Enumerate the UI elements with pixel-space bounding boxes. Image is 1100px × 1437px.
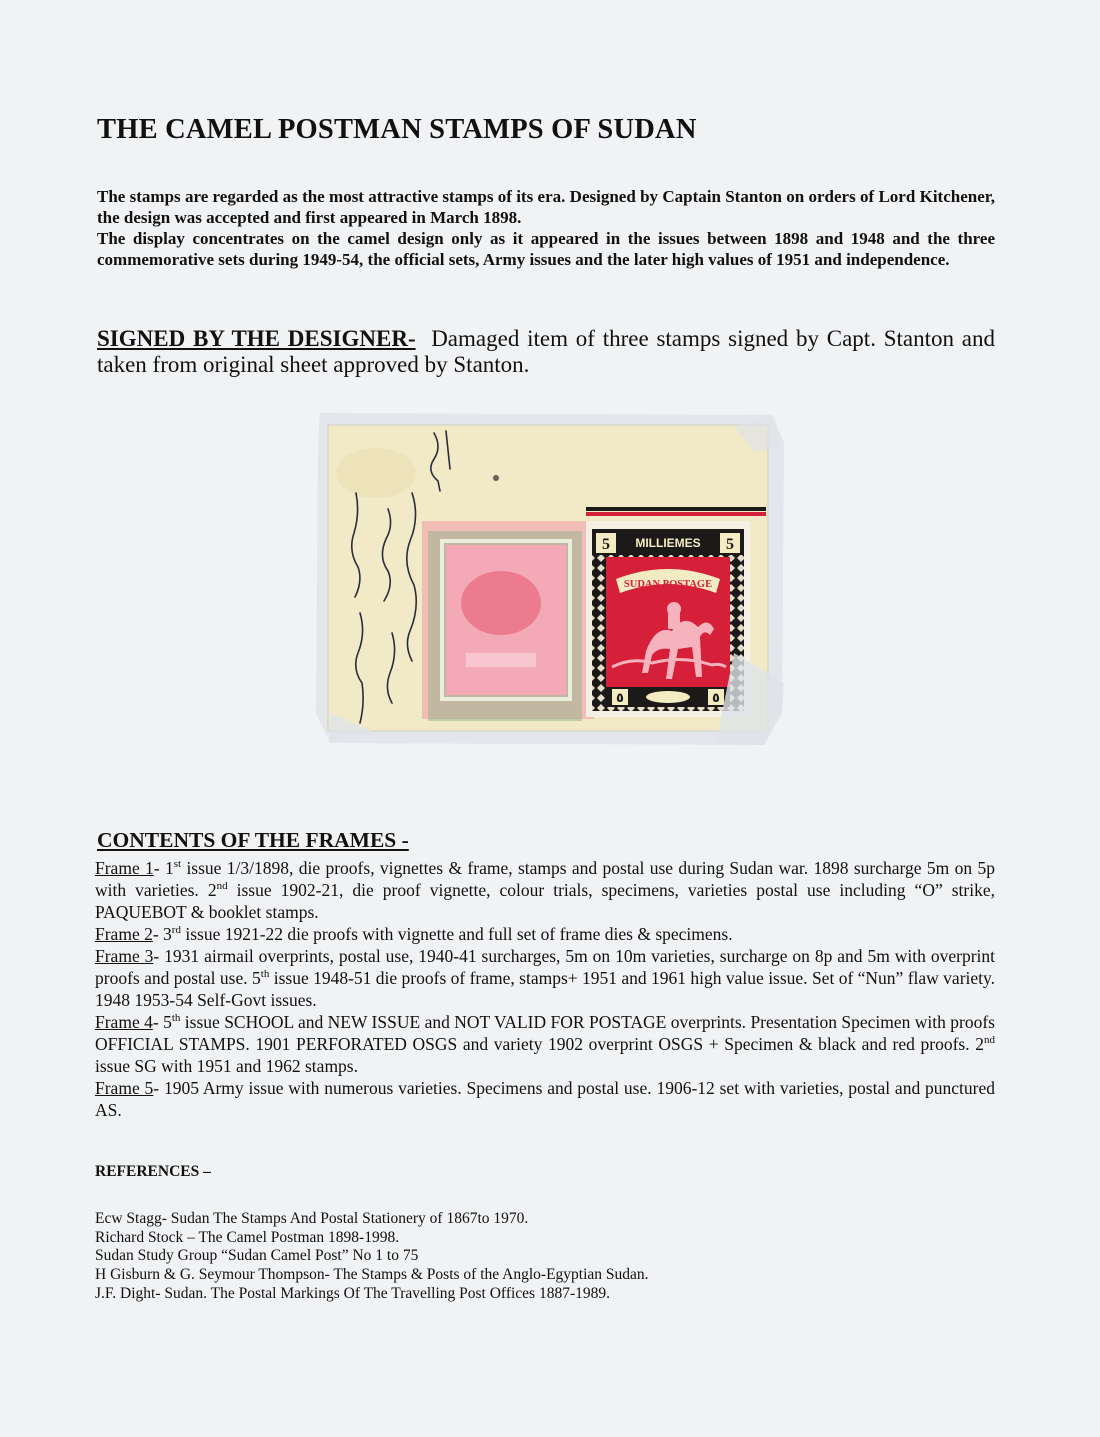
frame-label: Frame 2 (95, 924, 153, 944)
frame-text: issue 1/3/1898, die proofs, vignettes & frame, stamps and postal use during Sudan war. 1898 surcharge 5m on 5p with varieties. 2 (95, 858, 995, 900)
frame-text: - 3 (152, 924, 172, 944)
frame-entry (95, 923, 995, 945)
reference-item: H Gisburn & G. Seymour Thompson- The Stamps & Posts of the Anglo-Egyptian Sudan. (95, 1266, 649, 1284)
frame-entry (95, 1011, 995, 1077)
frame-entry (95, 1077, 995, 1121)
frame-superscript: nd (216, 880, 228, 893)
intro-text (97, 186, 995, 270)
frame-text: issue SCHOOL and NEW ISSUE and NOT VALID FOR POSTAGE overprints. Presentation Specimen with proofs OFFICIAL STAMPS. 1901 PERFORATED OSGS and variety 1902 overprint OSGS + Specimen & black and red proofs. 2 (95, 1012, 995, 1054)
frame-text: - 5 (152, 1012, 172, 1032)
frames-list (95, 857, 995, 1121)
stamp-ribbon: SUDAN POSTAGE (623, 579, 713, 590)
signed-heading: SIGNED BY THE DESIGNER- (97, 326, 416, 351)
frame-entry (95, 857, 995, 923)
reference-item: Richard Stock – The Camel Postman 1898-1998. (95, 1228, 400, 1246)
frame-superscript: rd (171, 924, 181, 937)
reference-item: Ecw Stagg- Sudan The Stamps And Postal Stationery of 1867to 1970. (95, 1210, 529, 1227)
frame-superscript: th (171, 1012, 181, 1025)
frame-text: issue SG with 1951 and 1962 stamps. (95, 1056, 358, 1076)
intro-paragraph: The display concentrates on the camel design only as it appeared in the issues between 1898 and 1948 and the three commemorative sets during 1949-54, the official sets, Army issues and the later high values of 1951 and independence. (97, 229, 995, 269)
frame-superscript: nd (984, 1034, 995, 1047)
stamp-value: 5 (602, 536, 610, 553)
signed-section (97, 326, 995, 378)
frame-text: - 1905 Army issue with numerous varieties. Specimens and postal use. 1906-12 set with varieties, postal and punctured AS. (95, 1078, 995, 1120)
frame-text: - 1 (153, 858, 174, 878)
frame-label: Frame 1 (95, 858, 154, 878)
frame-label: Frame 3 (95, 946, 154, 966)
stamp-header: MILLIEMES (635, 536, 701, 550)
stamp-image (316, 413, 784, 745)
frame-superscript: th (260, 968, 270, 981)
frame-text: issue 1902-21, die proof vignette, colour trials, specimens, varieties postal use including “O” strike, PAQUEBOT & booklet stamps. (95, 880, 996, 922)
stamp-arabic-value: ٥ (712, 691, 720, 706)
intro-paragraph: The stamps are regarded as the most attractive stamps of its era. Designed by Captain Stanton on orders of Lord Kitchener, the design was accepted and first appeared in March 1898. (97, 187, 995, 227)
stamp-arabic-value: ٥ (616, 691, 624, 706)
page-title: THE CAMEL POSTMAN STAMPS OF SUDAN (97, 114, 697, 145)
frame-superscript: st (173, 858, 182, 871)
reference-item: Sudan Study Group “Sudan Camel Post” No 1 to 75 (95, 1247, 419, 1265)
faded-stamp (422, 521, 594, 721)
frame-text: - 1931 airmail overprints, postal use, 1940-41 surcharges, 5m on 10m varieties, surcharge on 8p and 5m with overprint proofs and postal use. 5 (95, 946, 995, 988)
references-list (95, 1210, 649, 1304)
contents-heading: CONTENTS OF THE FRAMES - (97, 828, 409, 852)
frame-text: issue 1948-51 die proofs of frame, stamps+ 1951 and 1961 high value issue. Set of “Nun” flaw variety. 1948 1953-54 Self-Govt issues. (95, 968, 995, 1010)
signed-description: Damaged item of three stamps signed by Capt. Stanton and taken from original sheet approved by Stanton. (97, 326, 996, 377)
frame-label: Frame 4 (95, 1012, 153, 1032)
stamp-value: 5 (726, 536, 734, 553)
reference-item: J.F. Dight- Sudan. The Postal Markings Of The Travelling Post Offices 1887-1989. (95, 1284, 610, 1302)
stamp-item (316, 413, 784, 750)
references-heading: REFERENCES – (95, 1163, 211, 1180)
frame-entry (95, 945, 995, 1011)
main-stamp (586, 521, 750, 717)
frame-label: Frame 5 (95, 1078, 154, 1098)
frame-text: issue 1921-22 die proofs with vignette and full set of frame dies & specimens. (180, 924, 733, 944)
